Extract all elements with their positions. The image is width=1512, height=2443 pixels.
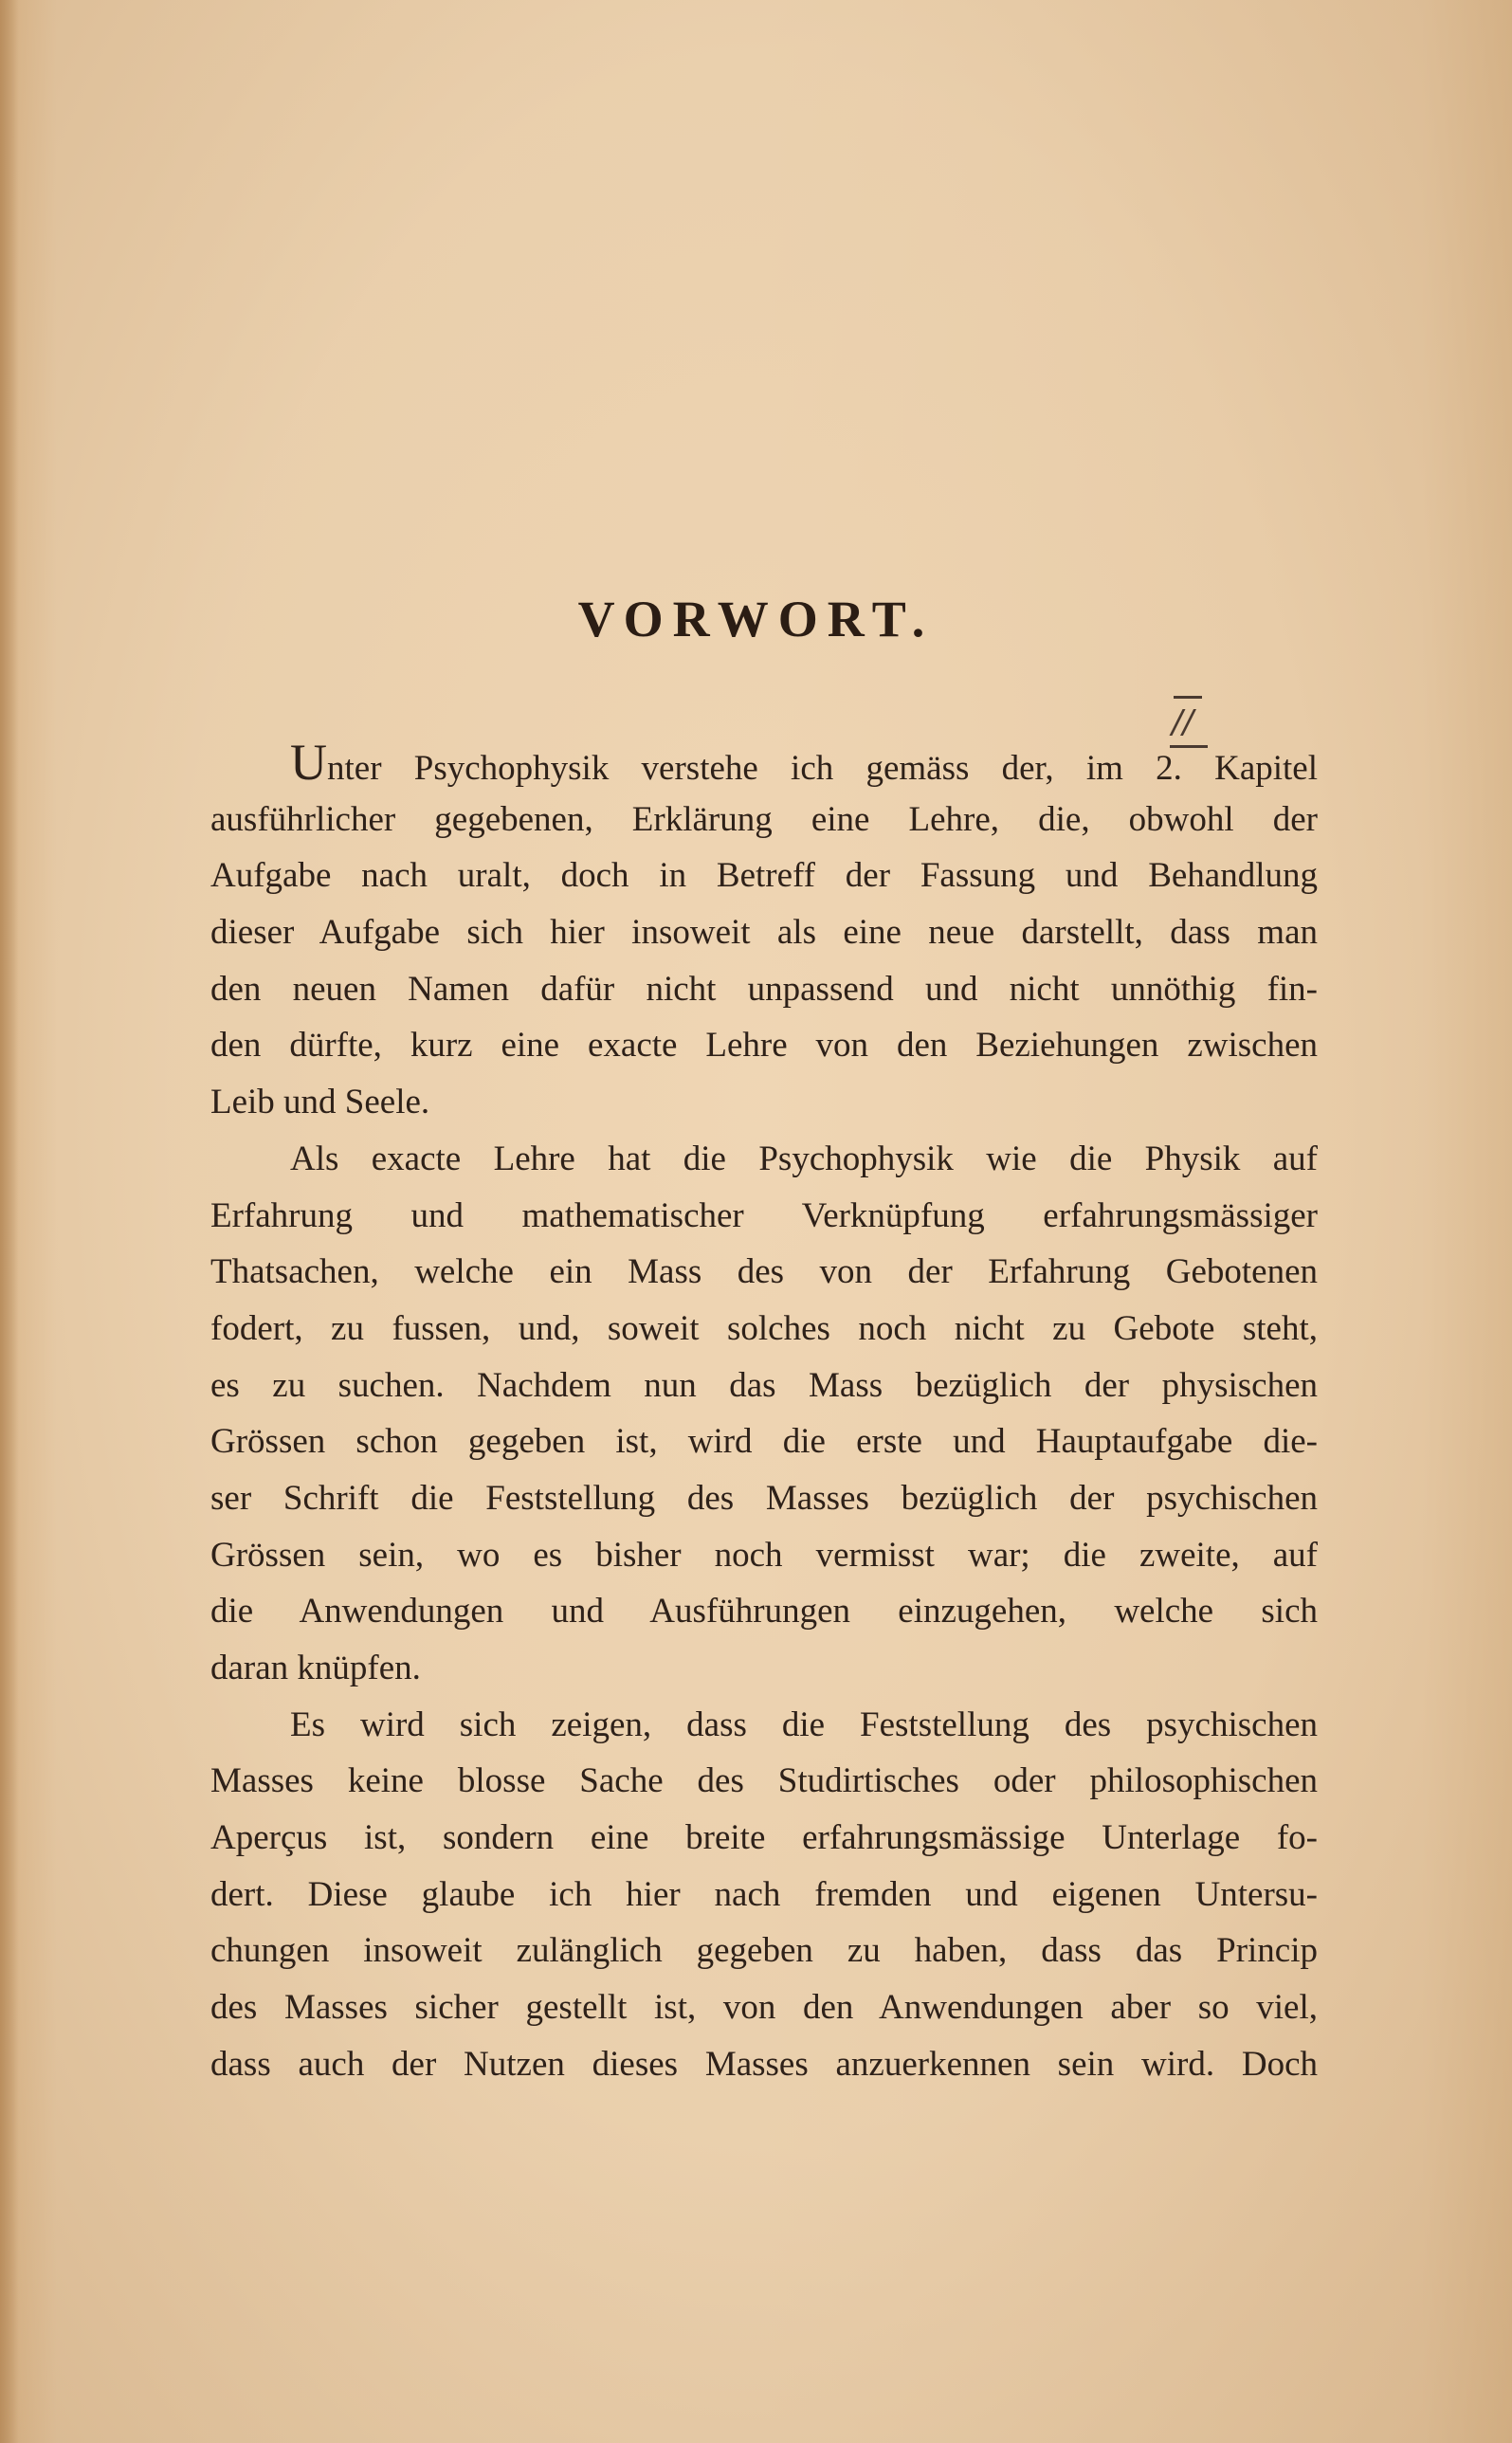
text-line: dert. Diese glaube ich hier nach fremden und eigenen Untersu- <box>210 1874 1318 1914</box>
binding-shadow <box>0 0 19 2443</box>
text-line: Aufgabe nach uralt, doch in Betreff der Fassung und Behandlung <box>210 856 1318 896</box>
text-line: den dürfte, kurz eine exacte Lehre von den Beziehungen zwischen <box>210 1026 1318 1066</box>
text-line: Aperçus ist, sondern eine breite erfahrungsmässige Unterlage fo- <box>210 1818 1318 1858</box>
drop-cap-rest: nter Psychophysik verstehe ich gemäss der, im 2. Kapitel <box>327 749 1318 788</box>
text-line: den neuen Namen dafür nicht unpassend und nicht unnöthig fin- <box>210 969 1318 1009</box>
text-line: ser Schrift die Feststellung des Masses bezüglich der psychischen <box>210 1478 1318 1518</box>
text-line: Thatsachen, welche ein Mass des von der Erfahrung Gebotenen <box>210 1252 1318 1292</box>
text-line: Erfahrung und mathematischer Verknüpfung erfahrungsmässiger <box>210 1195 1318 1235</box>
text-line: des Masses sicher gestellt ist, von den Anwendungen aber so viel, <box>210 1988 1318 2028</box>
text-line: chungen insoweit zulänglich gegeben zu haben, dass das Princip <box>210 1931 1318 1971</box>
text-line: dass auch der Nutzen dieses Masses anzuerkennen sein wird. Doch <box>210 2044 1318 2084</box>
pencil-mark-text: // <box>1172 703 1193 741</box>
drop-cap-letter: U <box>290 734 327 791</box>
text-line: fodert, zu fussen, und, soweit solches noch nicht zu Gebote steht, <box>210 1308 1318 1348</box>
text-line: Es wird sich zeigen, dass die Feststellung des psychischen <box>290 1705 1318 1744</box>
body-text <box>210 735 1318 2093</box>
pencil-mark-bar <box>1174 696 1202 699</box>
text-line: Masses keine blosse Sache des Studirtisches oder philosophischen <box>210 1761 1318 1801</box>
text-line: ausführlicher gegebenen, Erklärung eine Lehre, die, obwohl der <box>210 799 1318 839</box>
text-line: Leib und Seele. <box>210 1083 430 1122</box>
page-title: VORWORT. <box>577 591 935 647</box>
text-line: die Anwendungen und Ausführungen einzugehen, welche sich <box>210 1592 1318 1632</box>
text-line: es zu suchen. Nachdem nun das Mass bezüglich der physischen <box>210 1365 1318 1405</box>
text-line: daran knüpfen. <box>210 1649 421 1687</box>
text-line: dieser Aufgabe sich hier insoweit als eine neue darstellt, dass man <box>210 913 1318 953</box>
text-line: Grössen schon gegeben ist, wird die erste und Hauptaufgabe die- <box>210 1422 1318 1462</box>
drop-cap <box>290 734 1318 791</box>
text-line: Grössen sein, wo es bisher noch vermisst war; die zweite, auf <box>210 1535 1318 1575</box>
text-line <box>210 735 1318 792</box>
text-line: Als exacte Lehre hat die Psychophysik wie die Physik auf <box>290 1139 1318 1178</box>
